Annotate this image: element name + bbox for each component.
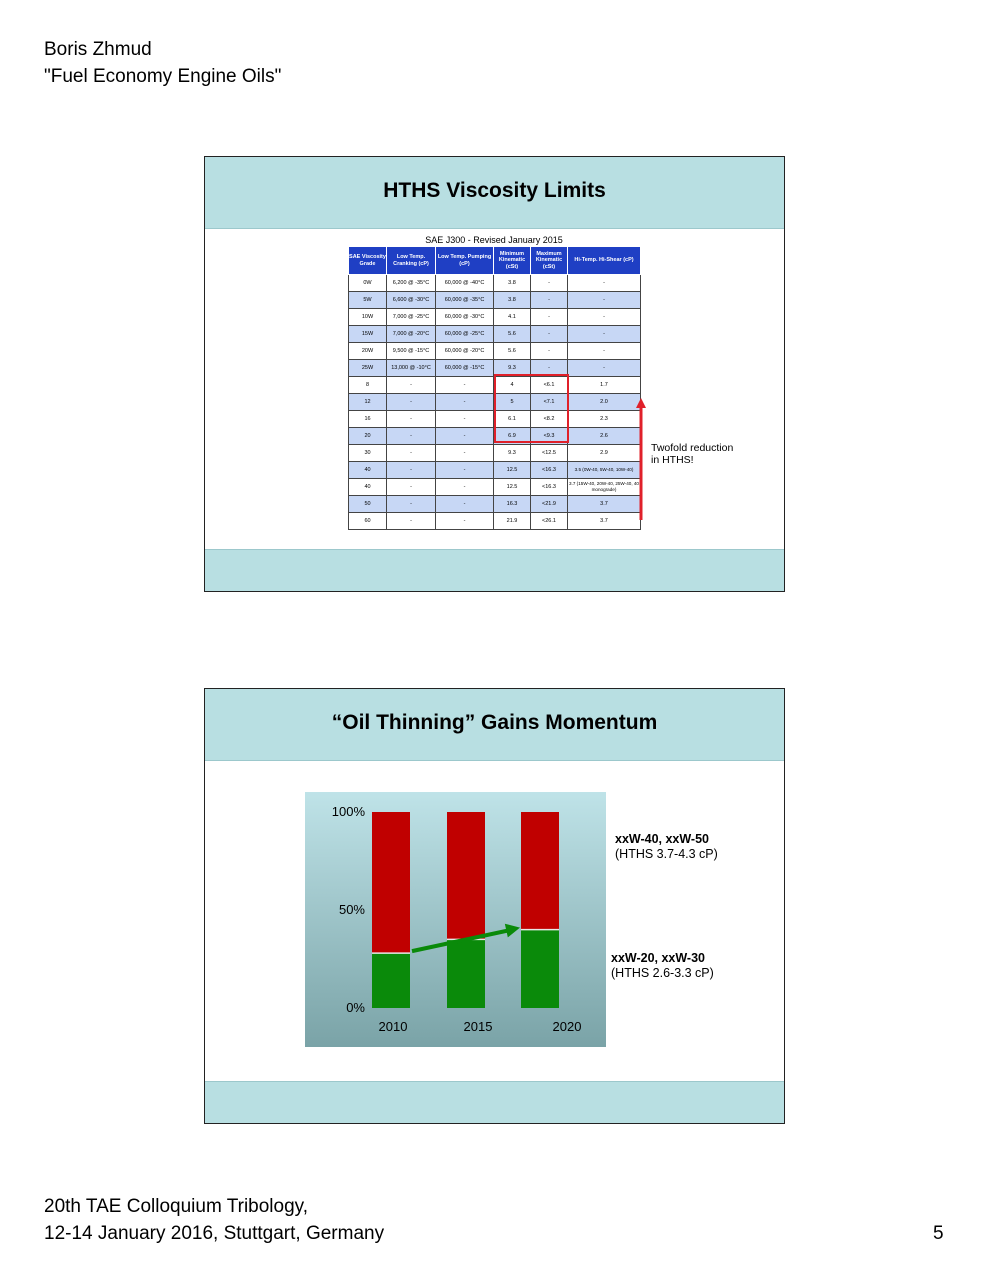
legend-low-viscosity: xxW-20, xxW-30 (HTHS 2.6-3.3 cP) [611,951,714,980]
table-cell: 60,000 @ -25°C [436,326,494,343]
table-cell: - [387,462,436,479]
table-cell: - [568,292,641,309]
table-cell: <9.3 [531,428,568,445]
table-cell: - [436,411,494,428]
table-row [349,462,641,479]
table-row [349,513,641,530]
table-cell: - [531,309,568,326]
table-cell: - [531,275,568,292]
table-cell: 21.9 [494,513,531,530]
y-tick-label: 100% [331,804,365,819]
table-cell: - [387,377,436,394]
x-tick-label: 2015 [463,1019,493,1034]
bar-low-viscosity-2010 [372,953,410,1008]
table-cell: 8 [349,377,387,394]
table-cell: 9.3 [494,360,531,377]
table-cell: 5.6 [494,326,531,343]
table-row [349,326,641,343]
table-cell: <12.5 [531,445,568,462]
slide-title-band [205,689,784,761]
table-cell: 0W [349,275,387,292]
table-cell: - [531,343,568,360]
slide-hths-limits [204,156,785,592]
y-tick-label: 0% [346,1000,365,1015]
table-cell: 12.5 [494,479,531,496]
table-cell: - [436,462,494,479]
up-arrow-icon [636,398,646,520]
legend-high-viscosity: xxW-40, xxW-50 (HTHS 3.7-4.3 cP) [615,832,718,861]
table-cell: 50 [349,496,387,513]
table-cell: 15W [349,326,387,343]
table-cell: - [436,428,494,445]
table-cell: <16.3 [531,462,568,479]
table-cell: 9,500 @ -15°C [387,343,436,360]
table-cell: 3.7 [568,496,641,513]
table-cell: 12.5 [494,462,531,479]
table-cell: - [568,275,641,292]
table-cell: 13,000 @ -10°C [387,360,436,377]
table-cell: - [436,479,494,496]
table-cell: - [387,394,436,411]
slide-title: “Oil Thinning” Gains Momentum [331,711,658,734]
table-cell: 5 [494,394,531,411]
table-row [349,275,641,292]
table-cell: 6.1 [494,411,531,428]
table-row [349,309,641,326]
table-cell: - [436,496,494,513]
table-cell: 16.3 [494,496,531,513]
table-cell: - [568,343,641,360]
table-cell: 60 [349,513,387,530]
table-cell: 2.0 [568,394,641,411]
table-cell: 2.6 [568,428,641,445]
table-cell: - [436,513,494,530]
table-row [349,445,641,462]
bar-high-viscosity-2015 [447,812,485,939]
table-cell: 6,200 @ -35°C [387,275,436,292]
table-cell: 20W [349,343,387,360]
table-cell: 60,000 @ -20°C [436,343,494,360]
table-cell: 4.1 [494,309,531,326]
table-header-cell: Low Temp. Cranking (cP) [387,247,436,275]
table-cell: - [387,479,436,496]
table-row [349,496,641,513]
table-cell: - [531,326,568,343]
table-cell: 60,000 @ -35°C [436,292,494,309]
table-cell: 5.6 [494,343,531,360]
table-cell: - [387,513,436,530]
oil-thinning-chart [305,792,606,1047]
slide-title-band [205,157,784,229]
table-row [349,292,641,309]
table-cell: - [568,326,641,343]
table-title: SAE J300 - Revised January 2015 [425,235,563,245]
table-cell: - [436,394,494,411]
page-header [44,36,281,90]
hths-reduction-note: Twofold reduction in HTHS! [651,442,734,466]
table-cell: 30 [349,445,387,462]
table-cell: 25W [349,360,387,377]
y-tick-label: 50% [338,902,365,917]
table-row [349,479,641,496]
table-cell: 3.5 (0W-40, 5W-40, 10W-40) [568,462,641,479]
table-cell: - [387,428,436,445]
table-cell: - [387,496,436,513]
slide-title: HTHS Viscosity Limits [383,179,606,202]
table-cell: 20 [349,428,387,445]
table-cell: 40 [349,462,387,479]
table-cell: 2.9 [568,445,641,462]
table-cell: - [531,292,568,309]
table-header-cell: Maximum Kinematic (cSt) [531,247,568,275]
table-cell: 60,000 @ -15°C [436,360,494,377]
table-cell: 4 [494,377,531,394]
footer-date-location: 12-14 January 2016, Stuttgart, Germany [44,1223,385,1244]
sae-j300-table [348,235,640,530]
highlight-box [494,374,569,443]
table-cell: 2.3 [568,411,641,428]
table-cell: 3.7 [568,513,641,530]
table-cell: 9.3 [494,445,531,462]
x-tick-label: 2010 [378,1019,408,1034]
table-row [349,343,641,360]
bar-high-viscosity-2010 [372,812,410,953]
page-number: 5 [933,1223,944,1244]
bar-high-viscosity-2020 [521,812,559,930]
page-footer [44,1193,384,1247]
table-cell: 7,000 @ -20°C [387,326,436,343]
bar-low-viscosity-2020 [521,930,559,1008]
table-cell: <8.2 [531,411,568,428]
table-cell: <26.1 [531,513,568,530]
table-cell: 1.7 [568,377,641,394]
table-cell: - [436,445,494,462]
table-cell: - [531,360,568,377]
table-header-cell: Minimum Kinematic (cSt) [494,247,531,275]
table-cell: 6,600 @ -30°C [387,292,436,309]
table-cell: 7,000 @ -25°C [387,309,436,326]
table-cell: <6.1 [531,377,568,394]
document-title: "Fuel Economy Engine Oils" [44,66,282,87]
table-header-cell: Hi-Temp. Hi-Shear (cP) [568,247,641,275]
slide-oil-thinning [204,688,785,1124]
table-header-cell: Low Temp. Pumping (cP) [436,247,494,275]
table-cell: - [436,377,494,394]
table-cell: 3.8 [494,275,531,292]
table-cell: 12 [349,394,387,411]
table-cell: 10W [349,309,387,326]
table-cell: <16.3 [531,479,568,496]
table-cell: - [387,445,436,462]
table-cell: 3.7 (15W-40, 20W-40, 25W-40, 40 monograde) [568,479,641,496]
table-cell: 60,000 @ -30°C [436,309,494,326]
author-name: Boris Zhmud [44,39,152,60]
table-cell: <21.9 [531,496,568,513]
table-cell: 6.9 [494,428,531,445]
table-cell: <7.1 [531,394,568,411]
table-cell: 40 [349,479,387,496]
bar-low-viscosity-2015 [447,939,485,1008]
table-cell: 5W [349,292,387,309]
table-cell: - [568,309,641,326]
slide-footer-band [205,549,784,591]
table-cell: 3.8 [494,292,531,309]
x-tick-label: 2020 [552,1019,582,1034]
table-cell: 60,000 @ -40°C [436,275,494,292]
table-cell: - [568,360,641,377]
table-cell: 16 [349,411,387,428]
table-header-cell: SAE Viscosity Grade [349,247,387,275]
table-cell: - [387,411,436,428]
footer-event: 20th TAE Colloquium Tribology, [44,1196,309,1217]
slide-footer-band [205,1081,784,1123]
